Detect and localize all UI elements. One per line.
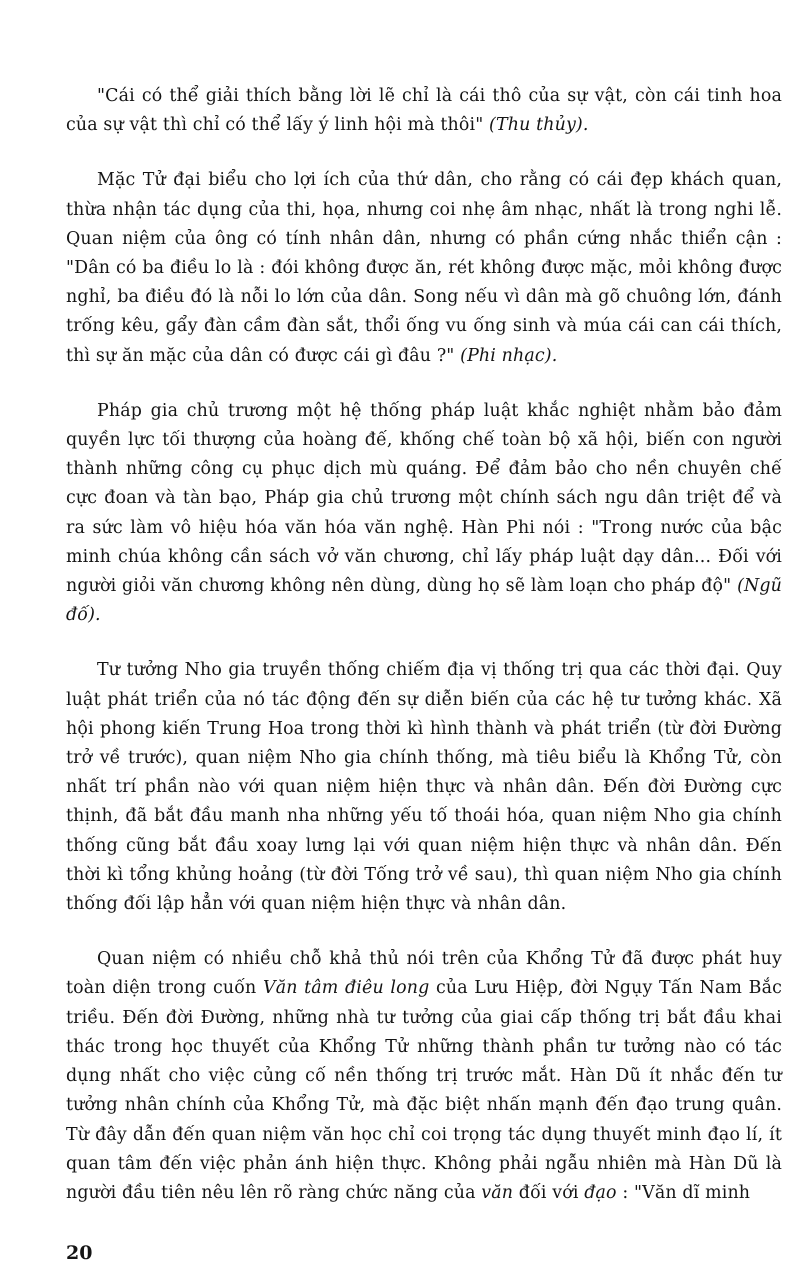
- term-van: văn: [481, 1182, 514, 1203]
- term-dao: đạo: [584, 1182, 617, 1203]
- paragraph-khong-tu: [66, 945, 782, 1208]
- paragraph-thu-thuy-quote: [66, 82, 782, 140]
- citation: (Phi nhạc).: [460, 345, 558, 366]
- citation: (Ngũ đố).: [66, 576, 782, 626]
- paragraph-text: Mặc Tử đại biểu cho lợi ích của thứ dân, cho rằng có cái đẹp khách quan, thừa nhận tác dụng của thi, họa, nhưng coi nhẹ âm nhạc, nhất là trong nghi lễ. Quan niệm của ông có tính nhân dân, nhưng có phần cứng nhắc thiển cận : "Dân có ba điều lo là : đói không được ăn, rét không được mặc, mỏi không được nghỉ, ba điều đó là nỗi lo lớn của dân. Song nếu vì dân mà gõ chuông lớn, đánh trống kêu, gẩy đàn cầm đàn sắt, thổi ống vu ống sinh và múa cái can cái thích, thì sự ăn mặc của dân có được cái gì đâu ?": [66, 170, 782, 366]
- paragraph-text: Pháp gia chủ trương một hệ thống pháp luật khắc nghiệt nhằm bảo đảm quyền lực tối thượng của hoàng đế, khống chế toàn bộ xã hội, biến con người thành những công cụ phục dịch mù quáng. Để đảm bảo cho nền chuyên chế cực đoan và tàn bạo, Pháp gia chủ trương một chính sách ngu dân triệt để và ra sức làm vô hiệu hóa văn hóa văn nghệ. Hàn Phi nói : "Trong nước của bậc minh chúa không cần sách vở văn chương, chỉ lấy pháp luật dạy dân... Đối với người giỏi văn chương không nên dùng, dùng họ sẽ làm loạn cho pháp độ": [66, 400, 782, 597]
- paragraph-text: Quan niệm có nhiều chỗ khả thủ nói trên của Khổng Tử đã được phát huy toàn diện trong cuốn: [66, 949, 782, 999]
- paragraph-mac-tu: [66, 166, 782, 370]
- book-title: Văn tâm điêu long: [262, 978, 430, 999]
- paragraph-nho-gia: [66, 656, 782, 919]
- paragraph-text: : "Văn dĩ minh: [616, 1182, 751, 1203]
- paragraph-phap-gia: [66, 397, 782, 631]
- paragraph-text: đối với: [513, 1182, 585, 1203]
- body-text: [66, 82, 782, 1234]
- page-number: 20: [66, 1242, 93, 1264]
- paragraph-text: "Cái có thể giải thích bằng lời lẽ chỉ là cái thô của sự vật, còn cái tinh hoa của sự vật thì chỉ có thể lấy ý linh hội mà thôi": [66, 86, 782, 136]
- paragraph-text: Tư tưởng Nho gia truyền thống chiếm địa vị thống trị qua các thời đại. Quy luật phát triển của nó tác động đến sự diễn biến của các hệ tư tưởng khác. Xã hội phong kiến Trung Hoa trong thời kì hình thành và phát triển (từ đời Đường trở về trước), quan niệm Nho gia chính thống, mà tiêu biểu là Khổng Tử, còn nhất trí phần nào với quan niệm hiện thực và nhân dân. Đến đời Đường cực thịnh, đã bắt đầu manh nha những yếu tố thoái hóa, quan niệm Nho gia chính thống cũng bắt đầu xoay lưng lại với quan niệm hiện thực và nhân dân. Đến thời kì tổng khủng hoảng (từ đời Tống trở về sau), thì quan niệm Nho gia chính thống đối lập hẳn với quan niệm hiện thực và nhân dân.: [66, 660, 782, 915]
- paragraph-text: của Lưu Hiệp, đời Ngụy Tấn Nam Bắc triều. Đến đời Đường, những nhà tư tưởng của giai cấp thống trị bắt đầu khai thác trong học thuyết của Khổng Tử những thành phần tư tưởng nào có tác dụng nhất cho việc củng cố nền thống trị trước mắt. Hàn Dũ ít nhắc đến tư tưởng nhân chính của Khổng Tử, mà đặc biệt nhấn mạnh đến đạo trung quân. Từ đây dẫn đến quan niệm văn học chỉ coi trọng tác dụng thuyết minh đạo lí, ít quan tâm đến việc phản ánh hiện thực. Không phải ngẫu nhiên mà Hàn Dũ là người đầu tiên nêu lên rõ ràng chức năng của: [66, 978, 782, 1203]
- citation: (Thu thủy).: [489, 115, 589, 136]
